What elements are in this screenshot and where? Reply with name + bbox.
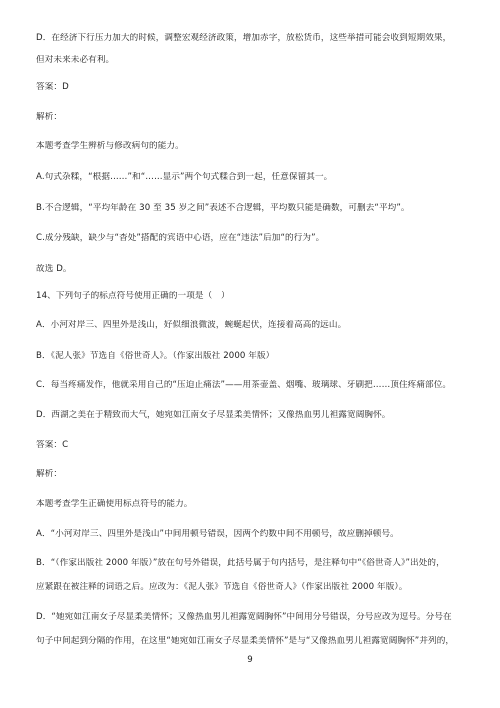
text-line: C.成分残缺，缺少与“杳处”搭配的宾语中心语，应在“违法”后加“的行为”。 (36, 233, 325, 243)
page-number: 9 (247, 655, 253, 665)
analysis-label: 解析： (36, 469, 63, 479)
text-line: B.不合逻辑，“平均年龄在 30 至 35 岁之间”表述不合逻辑，平均数只能是确数，可删去“平均”。 (36, 203, 410, 213)
question-heading: 14、下列句子的标点符号使用正确的一项是（ ） (36, 291, 230, 301)
text-line: 但对未来未必有利。 (36, 55, 115, 65)
text-line: 本题考查学生正确使用标点符号的能力。 (36, 499, 193, 509)
text-line: 句子中间起到分隔的作用，在这里“她宛如江南女子尽显柔美情怀”是与“又像热血男儿袒露宽阔胸怀”并列的， (36, 636, 455, 646)
text-line: 本题考查学生辨析与修改病句的能力。 (36, 141, 184, 151)
text-line: 答案：D (36, 82, 69, 92)
option-d: D．西湖之美在于精致而大气，她宛如江南女子尽显柔美情怀；又像热血男儿袒露宽阔胸怀。 (36, 410, 391, 420)
option-a: A．小河对岸三、四里外是浅山，好似细浪微波，蜿蜒起伏，连接着高高的远山。 (36, 320, 347, 330)
text-line: B．“（作家出版社 2000 年版）”放在句号外错误，此括号属于句内括号，是注释句中“《俗世奇人》”出处的， (36, 558, 445, 568)
text-line: 故选 D。 (36, 264, 72, 274)
text-line: A.句式杂糅，“根据……”和“……显示”两个句式糅合到一起，任意保留其一。 (36, 172, 333, 182)
answer-line: 答案：C (36, 440, 69, 450)
text-line: 解析： (36, 112, 63, 122)
text-line: D．“她宛如江南女子尽显柔美情怀；又像热血男儿袒露宽阔胸怀”中间用分号错误，分号应改为逗号。分号在 (36, 612, 452, 622)
text-line: 应紧跟在被注释的词语之后。应改为：《泥人张》节选自《俗世奇人》（作家出版社 2000 年版）。 (36, 582, 408, 592)
text-line: D．在经济下行压力加大的时候，调整宏观经济政策，增加赤字，放松货币，这些举措可能会收到短期效果， (36, 33, 452, 43)
option-b: B．《泥人张》节选自《俗世奇人》。（作家出版社 2000 年版） (36, 351, 275, 361)
text-line: A．“小河对岸三、四里外是浅山”中间用顿号错误，因两个约数中间不用顿号，故应删掉顿号。 (36, 529, 399, 539)
option-c: C．每当疼痛发作，他就采用自己的“压迫止痛法”——用茶壶盖、烟嘴、玻璃球、牙刷把……顶住疼痛部位。 (36, 380, 452, 390)
